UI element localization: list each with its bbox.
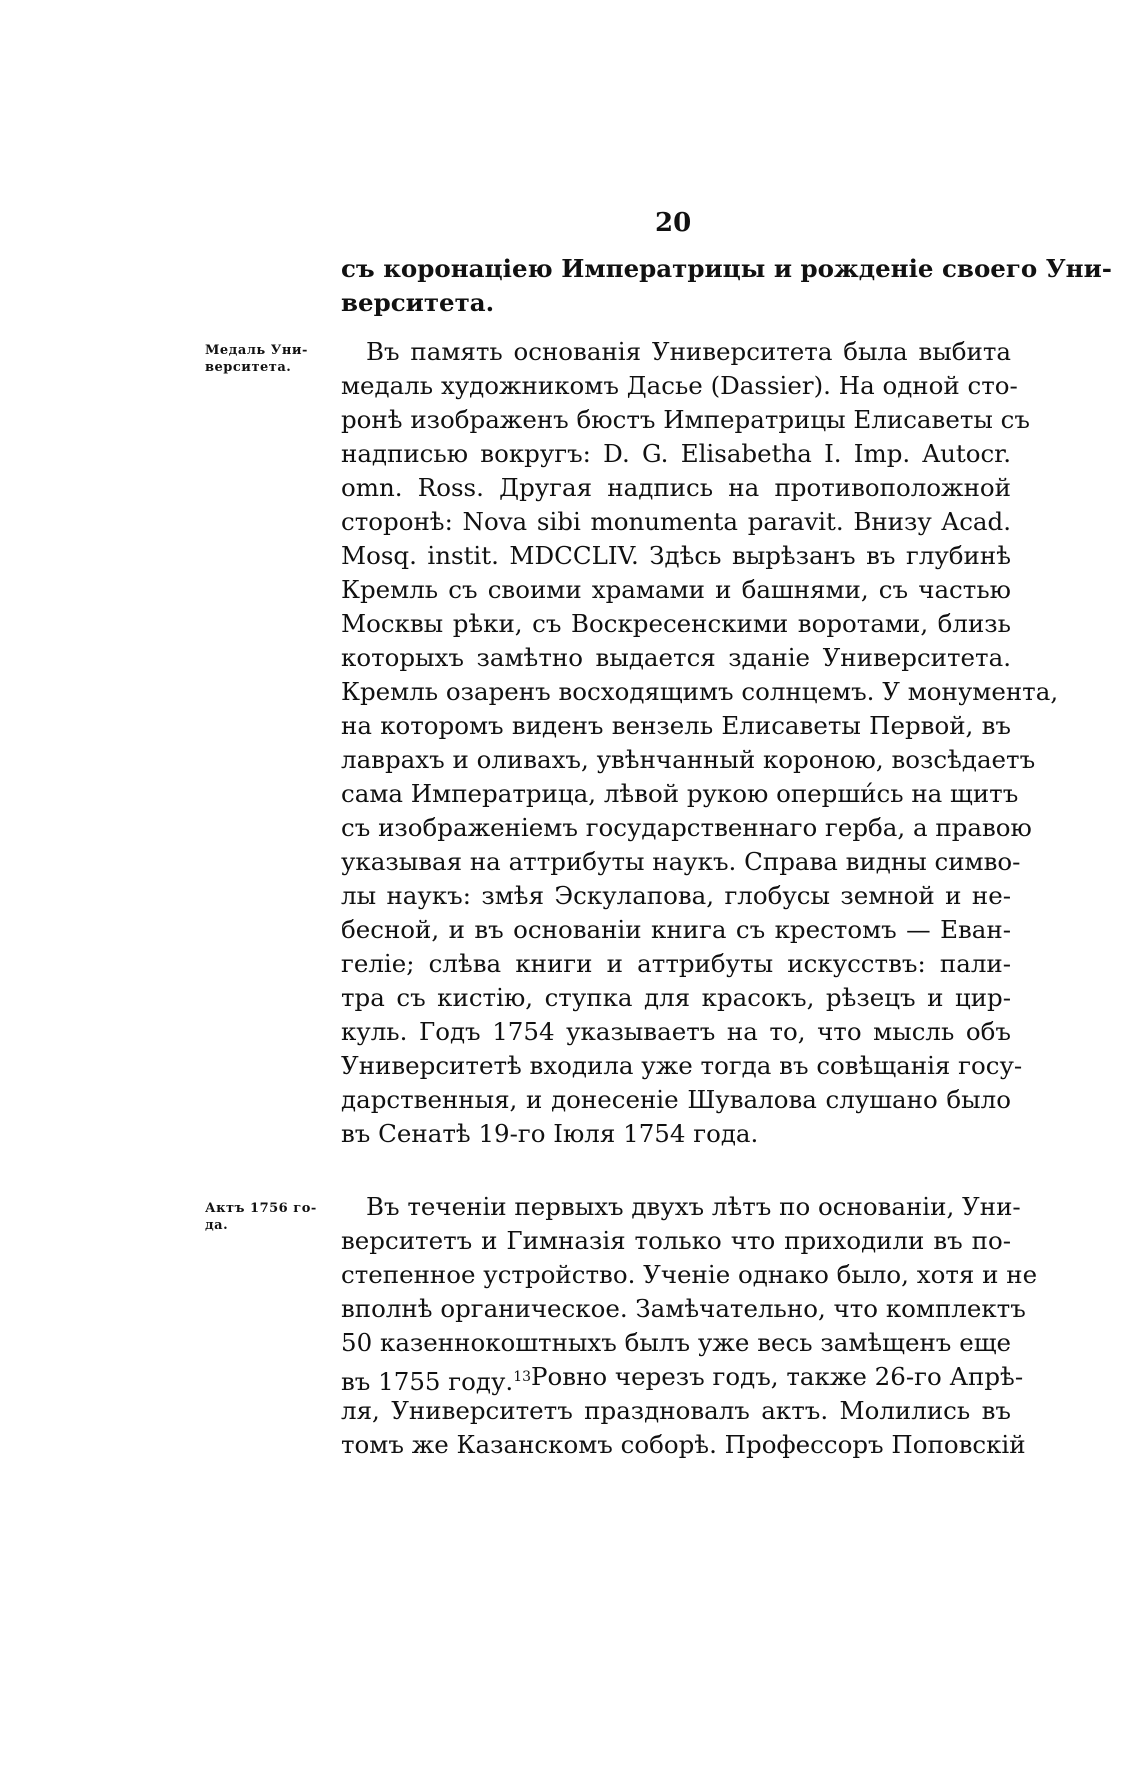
text-line: верситета. [341, 288, 495, 317]
margin-note-line: Медаль Уни- [205, 343, 308, 358]
text-segment: Ровно черезъ годъ, также 26-го Апрѣ- [531, 1362, 1024, 1391]
text-line: куль. Годъ 1754 указываетъ на то, что мысль объ [341, 1017, 1011, 1046]
text-line: Кремль озаренъ восходящимъ солнцемъ. У монумента, [341, 677, 1059, 706]
text-line: гелiе; слѣва книги и аттрибуты искусствъ: пали- [341, 949, 1011, 978]
margin-note-line: Актъ 1756 го- [205, 1201, 317, 1216]
text-line: томъ же Казанскомъ соборѣ. Профессоръ Поповскiй [341, 1430, 1026, 1459]
text-line: дарственныя, и донесенiе Шувалова слушано было [341, 1085, 1011, 1114]
text-line: Кремль съ своими храмами и башнями, съ частью [341, 575, 1011, 604]
text-line: Москвы рѣки, съ Воскресенскими воротами, близь [341, 609, 1011, 638]
text-line: ронѣ изображенъ бюстъ Императрицы Елисаветы съ [341, 405, 1030, 434]
margin-note-line: верситета. [205, 360, 292, 375]
text-segment: въ 1755 году.$^{13}$ [341, 1367, 532, 1397]
text-line: степенное устройство. Ученiе однако было, хотя и не [341, 1260, 1038, 1289]
text-line: тра съ кистiю, ступка для красокъ, рѣзецъ и цир- [341, 983, 1011, 1012]
text-line: съ изображенiемъ государственнаго герба, а правою [341, 813, 1032, 842]
text-line: надписью вокругъ: D. G. Elisabetha I. Imp. Autocr. [341, 439, 1011, 468]
text-line: Mosq. instit. MDCCLIV. Здѣсь вырѣзанъ въ глубинѣ [341, 541, 1011, 570]
text-line: бесной, и въ основанiи книга съ крестомъ — Еван- [341, 915, 1011, 944]
margin-note-act [205, 1200, 317, 1234]
text-line: лаврахъ и оливахъ, увѣнчанный короною, возсѣдаетъ [341, 745, 1036, 774]
page-number: 20 [655, 208, 692, 238]
margin-note-line: да. [205, 1218, 229, 1233]
text-line: вполнѣ органическое. Замѣчательно, что комплектъ [341, 1294, 1026, 1323]
text-line: верситетъ и Гимназiя только что приходили въ по- [341, 1226, 1011, 1255]
text-line: указывая на аттрибуты наукъ. Справа видны симво- [341, 847, 1021, 876]
footnote-marker[interactable]: 13 [513, 1369, 532, 1385]
text-line: 50 казеннокоштныхъ былъ уже весь замѣщенъ еще [341, 1328, 1011, 1357]
text-line: omn. Ross. Другая надпись на противоположной [341, 473, 1011, 502]
text-line: которыхъ замѣтно выдается зданiе Университета. [341, 643, 1011, 672]
text-line: сама Императрица, лѣвой рукою оперши́сь на щитъ [341, 779, 1019, 808]
text-line: медаль художникомъ Дасье (Dassier). На одной сто- [341, 371, 1018, 400]
text-line: въ Сенатѣ 19-го Iюля 1754 года. [341, 1119, 759, 1148]
text-line: ля, Университетъ праздновалъ актъ. Молились въ [341, 1396, 1011, 1425]
text-line: Въ память основанiя Университета была выбита [366, 337, 1011, 366]
text-line: Въ теченiи первыхъ двухъ лѣтъ по основанiи, Уни- [366, 1192, 1021, 1221]
text-line: лы наукъ: змѣя Эскулапова, глобусы земной и не- [341, 881, 1011, 910]
margin-note-medal [205, 342, 308, 376]
text-line: сторонѣ: Nova sibi monumenta paravit. Внизу Acad. [341, 507, 1011, 536]
text-line: Университетѣ входила уже тогда въ совѣщанiя госу- [341, 1051, 1023, 1080]
text-line: на которомъ виденъ вензель Елисаветы Первой, въ [341, 711, 1011, 740]
text-line: съ коронацiею Императрицы и рожденiе своего Уни- [341, 254, 1112, 283]
